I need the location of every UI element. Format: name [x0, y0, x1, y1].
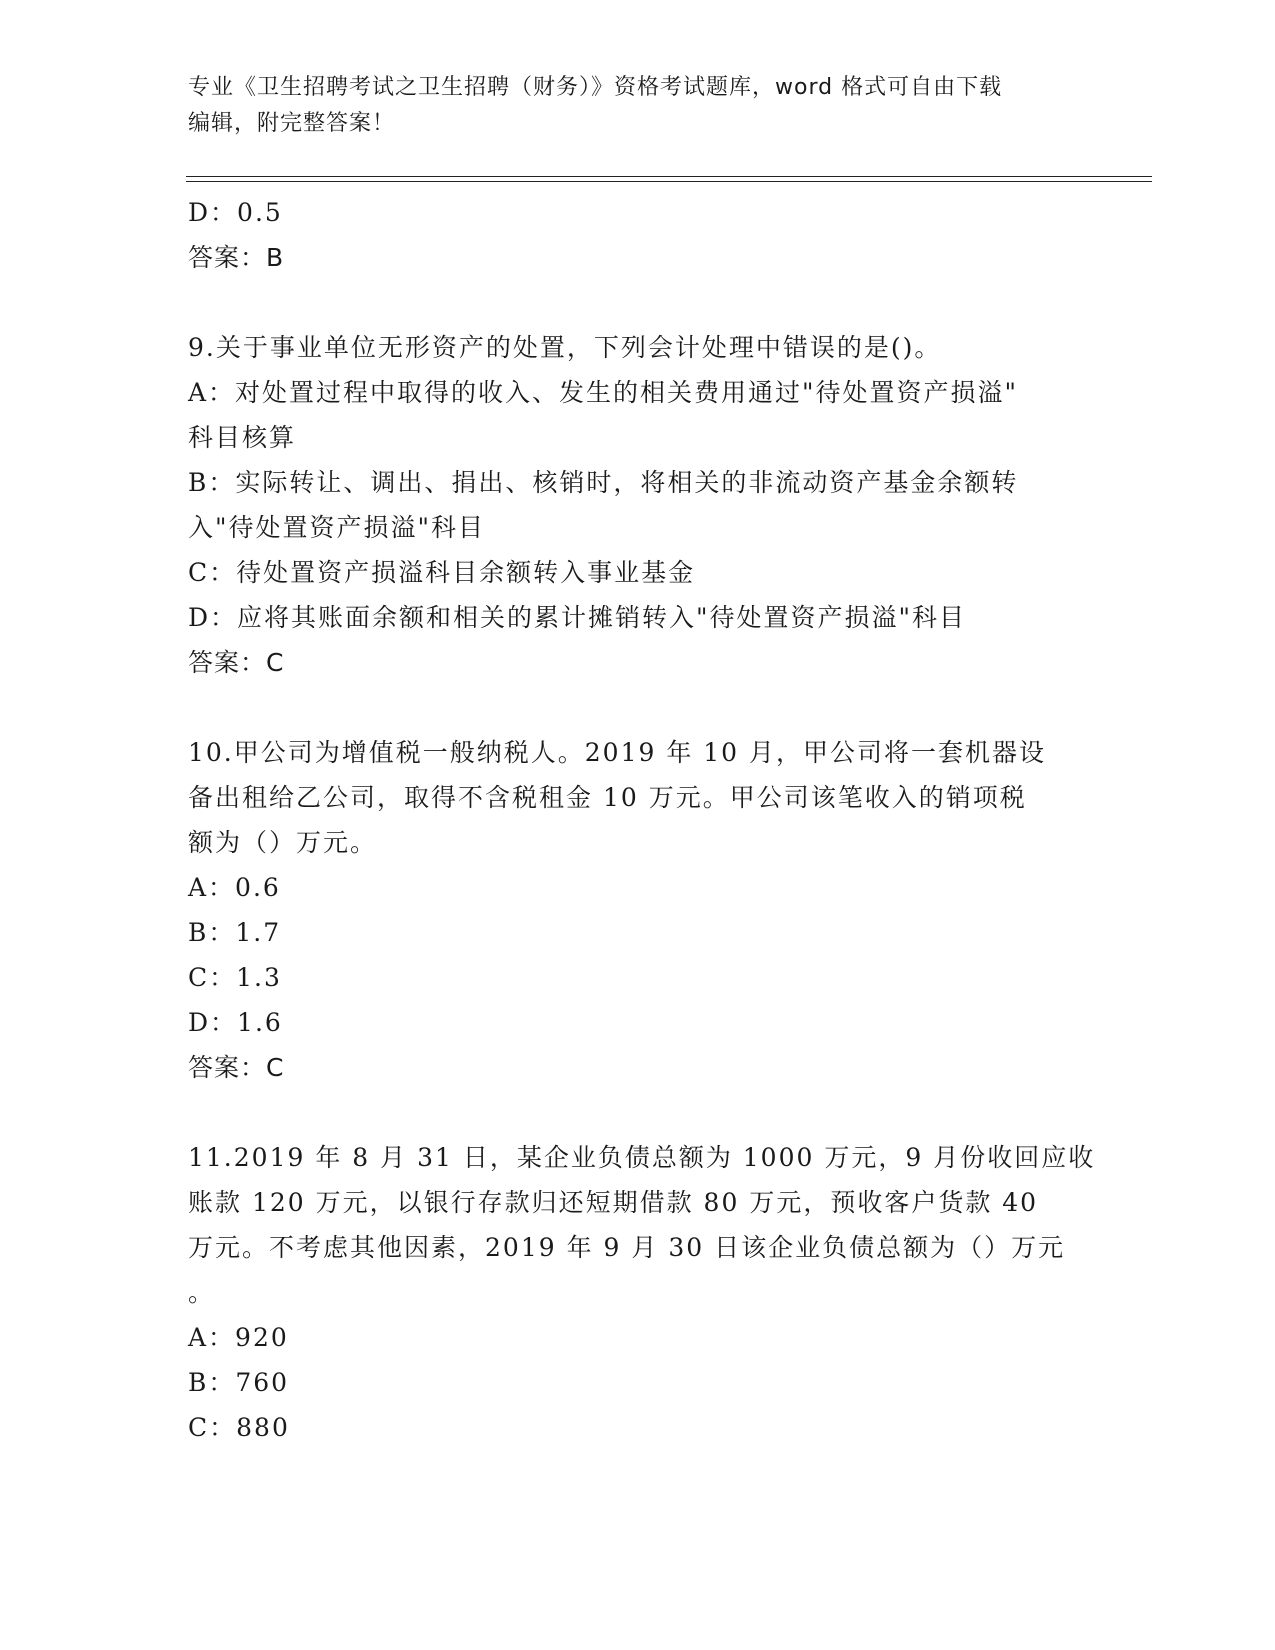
previous-question-tail [188, 190, 1088, 280]
question-stem: 9.关于事业单位无形资产的处置，下列会计处理中错误的是()。 [188, 333, 942, 362]
option-b-continued: 入"待处置资产损溢"科目 [188, 513, 485, 542]
spacer [188, 1090, 1088, 1135]
page-header: 专业《卫生招聘考试之卫生招聘（财务）》资格考试题库，word 格式可自由下载 编辑，附完整答案！ [188, 75, 1003, 136]
question-stem: 11.2019 年 8 月 31 日，某企业负债总额为 1000 万元，9 月份收回应收 [188, 1143, 1096, 1172]
question-11 [188, 1135, 1096, 1450]
question-10 [188, 730, 1088, 1090]
answer-line: 答案：C [188, 1053, 285, 1082]
spacer [188, 280, 1088, 325]
option-a: A：对处置过程中取得的收入、发生的相关费用通过"待处置资产损溢" [188, 378, 1019, 407]
option-d: D：1.6 [188, 1008, 283, 1037]
option-b: B：760 [188, 1368, 290, 1397]
option-a-continued: 科目核算 [188, 423, 297, 452]
header-divider-secondary [186, 181, 1152, 182]
option-d: D：0.5 [188, 198, 283, 227]
question-stem: 10.甲公司为增值税一般纳税人。2019 年 10 月，甲公司将一套机器设 [188, 738, 1047, 767]
option-c: C：1.3 [188, 963, 282, 992]
option-a: A：0.6 [188, 873, 281, 902]
question-stem-continued: 。 [188, 1278, 216, 1307]
answer-line: 答案：C [188, 648, 285, 677]
option-c: C：880 [188, 1413, 290, 1442]
question-stem-continued: 万元。不考虑其他因素，2019 年 9 月 30 日该企业负债总额为（）万元 [188, 1233, 1066, 1262]
question-content [188, 190, 1096, 1450]
header-divider [186, 176, 1152, 177]
answer-line: 答案：B [188, 243, 285, 272]
option-a: A：920 [188, 1323, 289, 1352]
question-stem-continued: 额为（）万元。 [188, 828, 378, 857]
question-9 [188, 325, 1088, 685]
question-stem-continued: 备出租给乙公司，取得不含税租金 10 万元。甲公司该笔收入的销项税 [188, 783, 1027, 812]
option-b: B：1.7 [188, 918, 282, 947]
option-d: D：应将其账面余额和相关的累计摊销转入"待处置资产损溢"科目 [188, 603, 967, 632]
option-b: B：实际转让、调出、捐出、核销时，将相关的非流动资产基金余额转 [188, 468, 1019, 497]
question-stem-continued: 账款 120 万元，以银行存款归还短期借款 80 万元，预收客户货款 40 [188, 1188, 1039, 1217]
spacer [188, 685, 1088, 730]
option-c: C：待处置资产损溢科目余额转入事业基金 [188, 558, 696, 587]
